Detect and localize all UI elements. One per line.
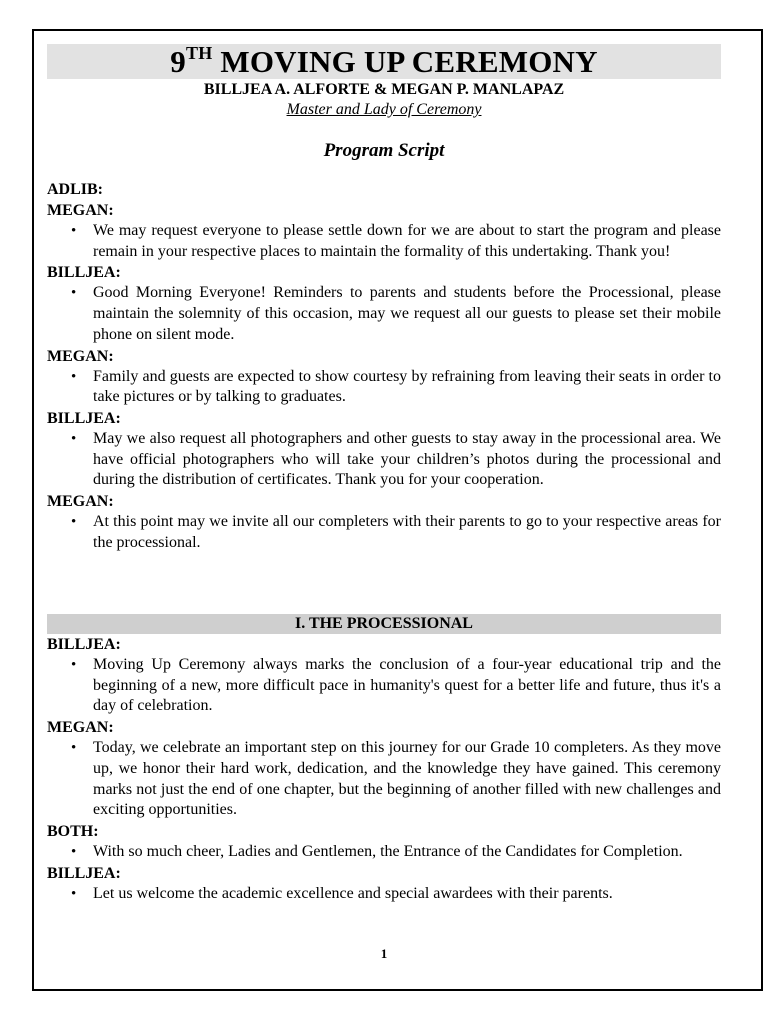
list-item <box>47 221 721 262</box>
list-item <box>47 884 721 905</box>
processional-dialogue <box>47 634 721 904</box>
bullet-icon: • <box>71 368 77 385</box>
bullet-icon: • <box>71 285 77 302</box>
item-text: At this point may we invite all our completers with their parents to go to your respective areas for the processional. <box>93 513 721 551</box>
speaker-label: BILLJEA: <box>47 264 121 282</box>
ceremony-hosts: BILLJEA A. ALFORTE & MEGAN P. MANLAPAZ <box>203 81 565 98</box>
bullet-icon: • <box>71 885 77 902</box>
list-item <box>47 367 721 408</box>
item-text: Today, we celebrate an important step on this journey for our Grade 10 completers. As they move up, we honor their hard work, dedication, and the knowledge they have gained. This ceremony marks not just the end of one chapter, but the beginning of another filled with new challenges and exciting opportunities. <box>93 739 721 819</box>
item-text: May we also request all photographers and other guests to stay away in the processional area. We have official photographers who will take your children’s photos during the processional and during the distribution of certificates. Thank you for your cooperation. <box>93 429 721 489</box>
speaker-label: MEGAN: <box>47 202 114 219</box>
item-text: Let us welcome the academic excellence and special awardees with their parents. <box>93 884 613 902</box>
speaker-label: BOTH: <box>47 822 99 840</box>
title-bar <box>47 44 721 79</box>
list-item <box>47 655 721 717</box>
script-title: Program Script <box>323 140 445 161</box>
speaker-label: BILLJEA: <box>47 864 121 882</box>
bullet-icon: • <box>71 514 77 531</box>
bullet-icon: • <box>71 657 77 673</box>
speaker-label: MEGAN: <box>47 493 114 511</box>
bullet-icon: • <box>71 430 77 447</box>
list-item <box>47 738 721 821</box>
list-item <box>47 429 721 491</box>
speaker-label: BILLJEA: <box>47 636 121 653</box>
speaker-label: BILLJEA: <box>47 409 121 427</box>
speaker-label: ADLIB: <box>47 181 104 198</box>
intro-dialogue <box>47 179 721 553</box>
speaker-label: MEGAN: <box>47 347 114 365</box>
item-text: Family and guests are expected to show courtesy by refraining from leaving their seats in order to take pictures or by talking to graduates. <box>93 367 721 406</box>
item-text: Good Morning Everyone! Reminders to parents and students before the Processional, please maintain the solemnity of this occasion, may we request all our guests to please set their mobile phone on silent mode. <box>93 284 721 343</box>
bullet-icon: • <box>71 843 77 860</box>
list-item <box>47 512 721 553</box>
item-text: With so much cheer, Ladies and Gentlemen, the Entrance of the Candidates for Completion. <box>93 842 683 860</box>
list-item <box>47 842 721 863</box>
section-heading: I. THE PROCESSIONAL <box>47 614 721 634</box>
list-item <box>47 283 721 345</box>
page-number: 1 <box>380 946 388 961</box>
host-role: Master and Lady of Ceremony <box>286 101 482 118</box>
speaker-label: MEGAN: <box>47 719 114 737</box>
page-title: 9TH MOVING UP CEREMONY <box>170 42 598 79</box>
bullet-icon: • <box>71 223 77 239</box>
bullet-icon: • <box>71 740 77 757</box>
item-text: Moving Up Ceremony always marks the conclusion of a four-year educational trip and the beginning of a new, more difficult pace in humanity's quest for a better life and future, thus it's a day of celebration. <box>93 656 721 715</box>
item-text: We may request everyone to please settle down for we are about to start the program and please remain in your respective places to maintain the formality of this undertaking. Thank you! <box>93 222 721 260</box>
